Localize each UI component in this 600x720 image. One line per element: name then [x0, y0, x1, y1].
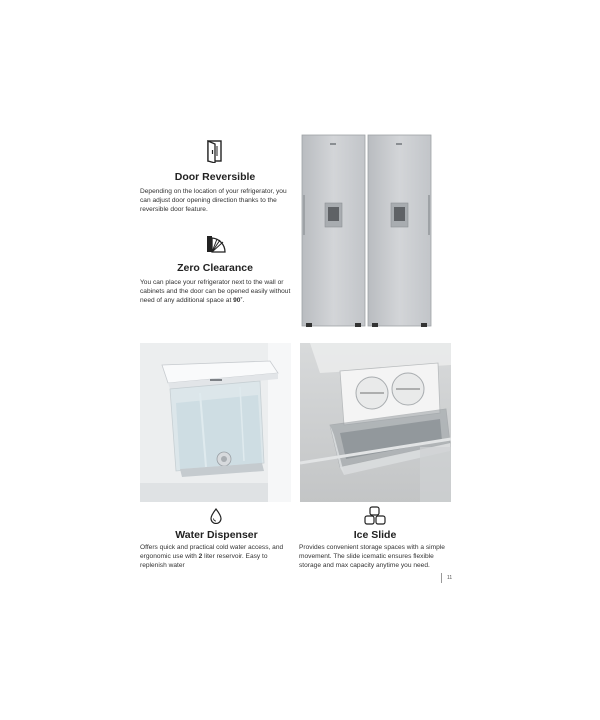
water-dispenser-description [140, 543, 294, 570]
ice-slide-photo [300, 343, 451, 502]
zero-clearance-description-text: You can place your refrigerator next to the wall or cabinets and the door can be opened easily without need of any additional space at [140, 279, 291, 304]
water-dispenser-description-text: Offers quick and practical cold water access, and ergonomic use with [140, 544, 284, 560]
page-number: 11 [447, 575, 453, 581]
door-reversible-description: Depending on the location of your refrigerator, you can adjust door opening direction thanks to the reversible door feature. [140, 188, 287, 213]
water-drop-icon [210, 508, 222, 524]
zero-clearance-title: Zero Clearance [177, 262, 253, 274]
door-reversible-icon [205, 139, 225, 163]
water-reservoir-photo [140, 343, 291, 502]
zero-clearance-icon [206, 235, 226, 253]
water-dispenser-title: Water Dispenser [175, 529, 258, 541]
zero-clearance-description [140, 278, 292, 305]
door-reversible-title: Door Reversible [174, 171, 256, 183]
zero-clearance-angle: 90˚ [233, 297, 243, 304]
ice-slide-title: Ice Slide [353, 529, 397, 541]
ice-slide-description: Provides convenient storage spaces with a simple movement. The slide icematic ensures flexible storage and max capacity anytime you need. [299, 544, 445, 569]
zero-clearance-description-end: . [242, 297, 245, 304]
refrigerators-photo [300, 133, 434, 329]
ice-cubes-icon [364, 506, 386, 526]
water-dispenser-capacity: 2 [198, 553, 203, 560]
page-number-divider [441, 573, 442, 583]
water-dispenser-description-end: liter reservoir. Easy to replenish water [140, 553, 268, 569]
